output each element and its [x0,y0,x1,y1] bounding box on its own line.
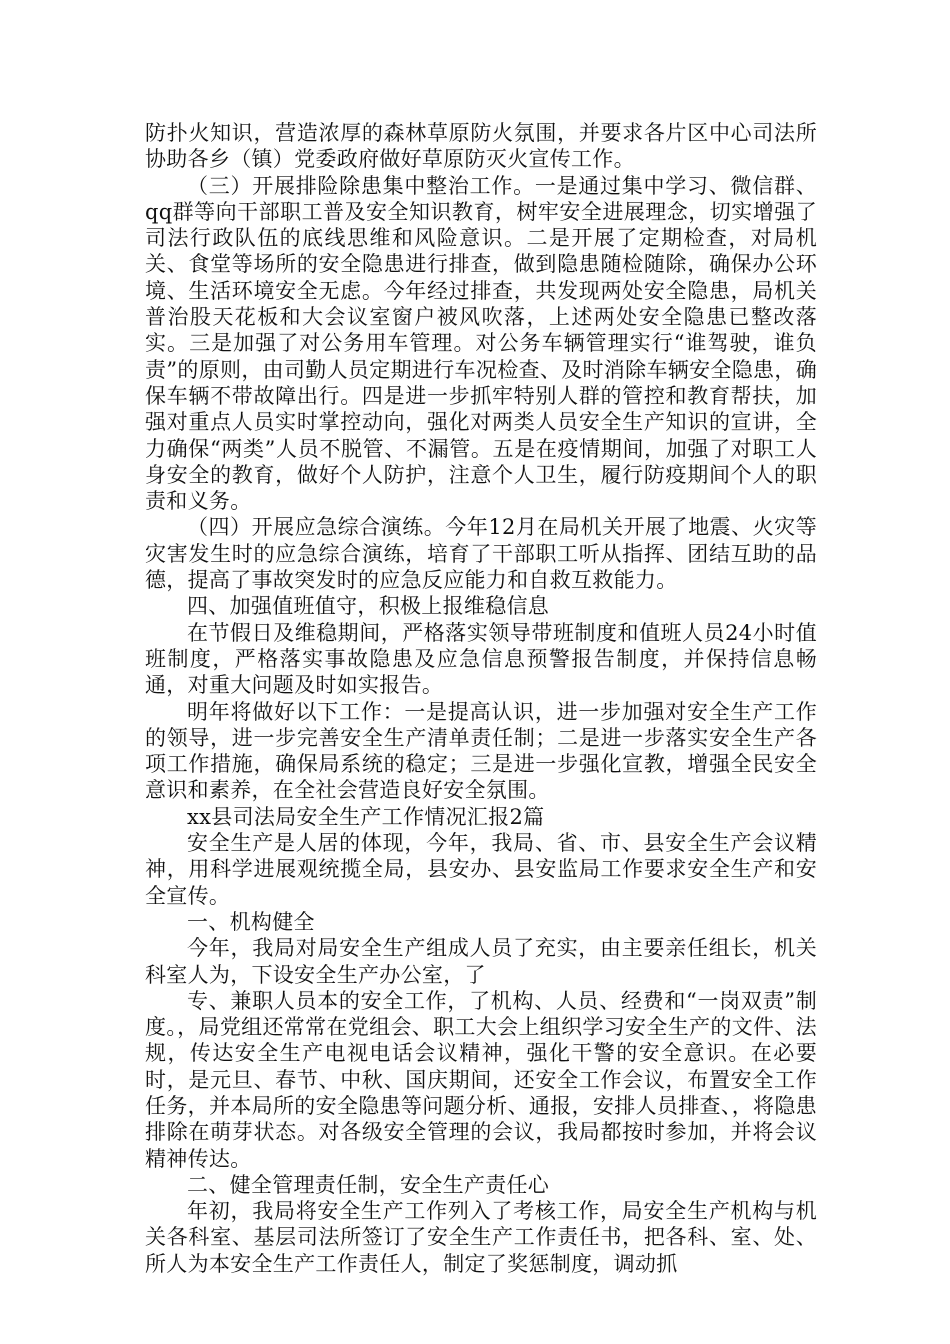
paragraph-next-year-plan: 明年将做好以下工作：一是提高认识，进一步加强对安全生产工作的领导，进一步完善安全生产清单责任制；二是进一步落实安全生产各项工作措施，确保局系统的稳定；三是进一步强化宣教，增强全民安全意识和素养，在全社会营造良好安全氛围。 [145,699,817,803]
paragraph-emergency-drill: （四）开展应急综合演练。今年12月在局机关开展了地震、火灾等灾害发生时的应急综合演练，培育了干部职工听从指挥、团结互助的品德，提高了事故突发时的应急反应能力和自救互救能力。 [145,515,817,593]
heading-duty-shifts: 四、加强值班值守，积极上报维稳信息 [187,594,550,619]
paragraph-safety-system: 专、兼职人员本的安全工作，了机构、人员、经费和“一岗双责”制度。，局党组还常常在党组会、职工大会上组织学习安全生产的文件、法规，传达安全生产电视电话会议精神，强化干警的安全意识。在必要时，是元旦、春节、中秋、国庆期间，还安全工作会议，布置安全工作任务，并本局所的安全隐患等问题分析、通报，安排人员排查、，将隐患排除在萌芽状态。对各级安全管理的会议，我局都按时参加，并将会议精神传达。 [145,988,817,1171]
paragraph-holiday-duty: 在节假日及维稳期间，严格落实领导带班制度和值班人员24小时值班制度，严格落实事故隐患及应急信息预警报告制度，并保持信息畅通，对重大问题及时如实报告。 [145,620,817,698]
document-body [145,120,817,1277]
paragraph-hazard-rectification: （三）开展排险除患集中整治工作。一是通过集中学习、微信群、qq群等向干部职工普及安全知识教育，树牢安全进展理念，切实增强了司法行政队伍的底线思维和风险意识。二是开展了定期检查，对局机关、食堂等场所的安全隐患进行排查，做到隐患随检随除，确保办公环境、生活环境安全无虑。今年经过排查，共发现两处安全隐患，局机关普治股天花板和大会议室窗户被风吹落，上述两处安全隐患已整改落实。三是加强了对公务用车管理。对公务车辆管理实行“谁驾驶，谁负责”的原则，由司勤人员定期进行车况检查、及时消除车辆安全隐患，确保车辆不带故障出行。四是进一步抓牢特别人群的管控和教育帮扶，加强对重点人员实时掌控动向，强化对两类人员安全生产知识的宣讲，全力确保“两类”人员不脱管、不漏管。五是在疫情期间，加强了对职工人身安全的教育，做好个人防护，注意个人卫生，履行防疫期间个人的职责和义务。 [145,173,817,514]
section-title-report-2: xx县司法局安全生产工作情况汇报2篇 [187,804,545,829]
paragraph-report-intro: 安全生产是人居的体现，今年，我局、省、市、县安全生产会议精神，用科学进展观统揽全局，县安办、县安监局工作要求安全生产和安全宣传。 [145,831,817,908]
paragraph-organization-members: 今年，我局对局安全生产组成人员了充实，由主要亲任组长，机关科室人为，下设安全生产办公室，了 [145,936,817,987]
paragraph-fire-prevention-continued: 防扑火知识，营造浓厚的森林草原防火氛围，并要求各片区中心司法所协助各乡（镇）党委政府做好草原防灭火宣传工作。 [145,121,817,172]
heading-responsibility-system: 二、健全管理责任制，安全生产责任心 [187,1172,550,1197]
paragraph-responsibility-details: 年初，我局将安全生产工作列入了考核工作，局安全生产机构与机关各科室、基层司法所签订了安全生产工作责任书，把各科、室、处、所人为本安全生产工作责任人，制定了奖惩制度，调动抓 [145,1199,817,1276]
heading-organization: 一、机构健全 [187,909,315,934]
